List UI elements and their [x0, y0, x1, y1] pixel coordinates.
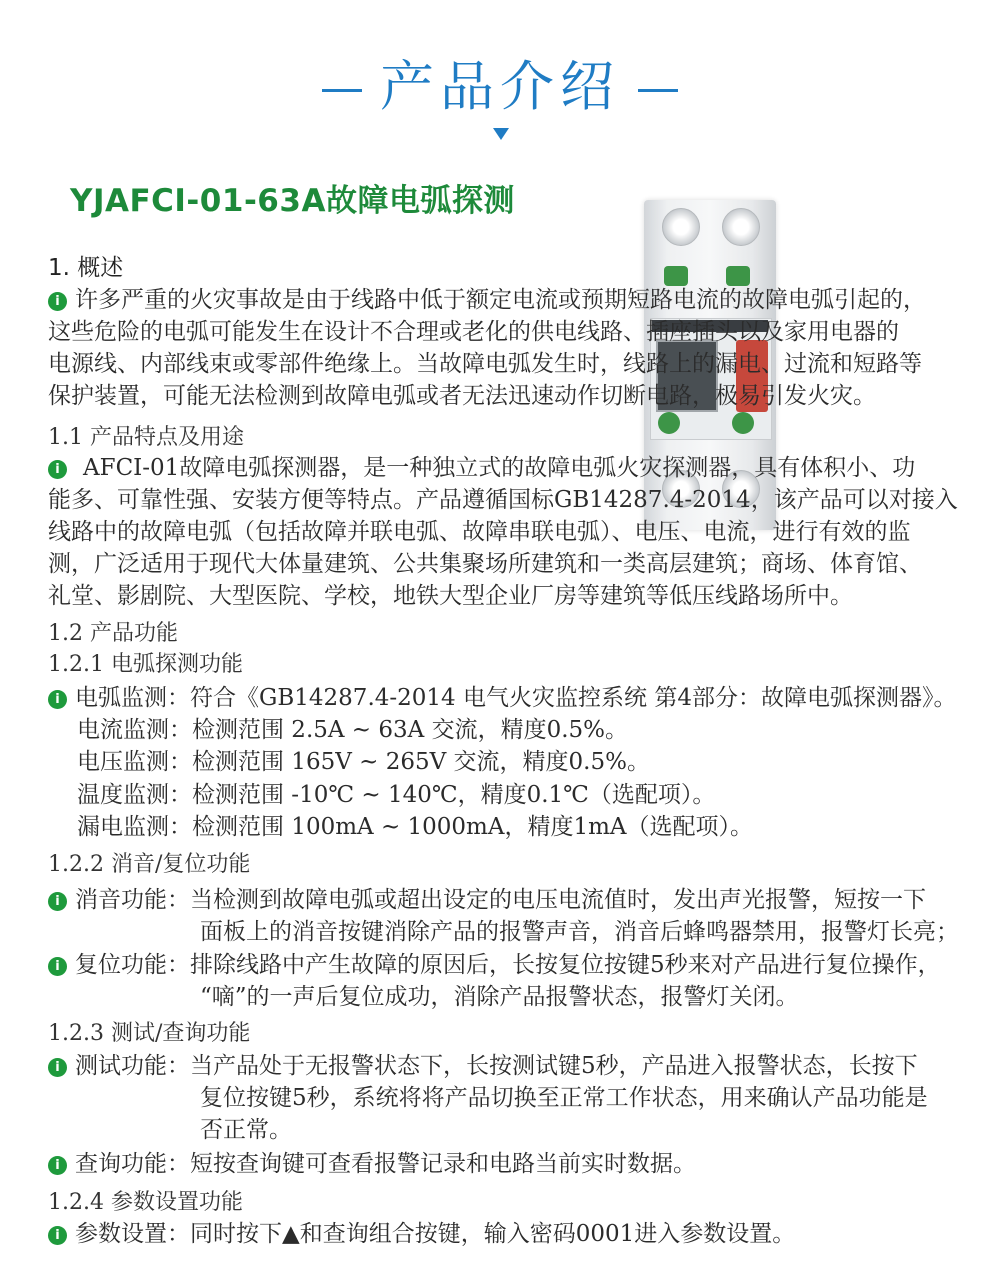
- item-label: 漏电监测：: [77, 814, 192, 840]
- item-text: 排除线路中产生故障的原因后，长按复位按键5秒来对产品进行复位操作，: [190, 952, 941, 978]
- item-text: 面板上的消音按键消除产品的报警声音，消音后蜂鸣器禁用，报警灯长亮；: [200, 919, 959, 945]
- item-label: 参数设置：: [75, 1221, 190, 1247]
- paragraph-line: 保护装置，可能无法检测到故障电弧或者无法迅速动作切断电路，极易引发火灾。: [48, 383, 876, 409]
- info-icon: i: [48, 460, 67, 479]
- wire-clip: [664, 266, 688, 286]
- info-icon: i: [48, 1156, 67, 1175]
- item-text: 检测范围 -10℃ ~ 140℃，精度0.1℃（选配项）。: [192, 782, 716, 808]
- item-label: 电流监测：: [77, 717, 192, 743]
- header-title: 产品介绍: [380, 55, 620, 118]
- item-text: 检测范围 100mA ~ 1000mA，精度1mA（选配项）。: [192, 814, 754, 840]
- section-heading: 1.2.2 消音/复位功能: [48, 852, 251, 877]
- paragraph-line: [48, 284, 926, 316]
- section-heading: 1.2.1 电弧探测功能: [48, 652, 243, 677]
- item-text: 检测范围 165V ~ 265V 交流，精度0.5%。: [192, 749, 650, 775]
- list-item: [48, 1218, 795, 1250]
- info-icon: i: [48, 292, 67, 311]
- section-heading: 1.2.3 测试/查询功能: [48, 1021, 251, 1046]
- section-heading: 1.2 产品功能: [48, 621, 178, 646]
- item-label: 测试功能：: [75, 1053, 190, 1079]
- paragraph-line: 礼堂、影剧院、大型医院、学校，地铁大型企业厂房等建筑等低压线路场所中。: [48, 583, 853, 609]
- item-text: 短按查询键可查看报警记录和电路当前实时数据。: [190, 1151, 696, 1177]
- device-reset-button: [658, 412, 680, 434]
- item-label: 电弧监测：: [75, 685, 190, 711]
- item-text: 检测范围 2.5A ~ 63A 交流，精度0.5%。: [192, 717, 629, 743]
- product-title: YJAFCI-01-63A故障电弧探测: [70, 183, 515, 219]
- header-dash-right: [638, 89, 678, 92]
- item-label: 电压监测：: [77, 749, 192, 775]
- terminal-screw: [662, 208, 700, 246]
- list-item: [77, 779, 715, 811]
- paragraph-text: AFCI-01故障电弧探测器，是一种独立式的故障电弧火灾探测器，具有体积小、功: [83, 455, 916, 481]
- paragraph-line: 测，广泛适用于现代大体量建筑、公共集聚场所建筑和一类高层建筑；商场、体育馆、: [48, 551, 922, 577]
- page-header: [0, 50, 1000, 124]
- paragraph-line: [48, 452, 915, 484]
- info-icon: i: [48, 1226, 67, 1245]
- list-item: [48, 949, 941, 981]
- item-label: 查询功能：: [75, 1151, 190, 1177]
- paragraph-line: 能多、可靠性强、安装方便等特点。产品遵循国标GB14287.4-2014，该产品可以对接入: [48, 487, 958, 513]
- item-text: 复位按键5秒，系统将将产品切换至正常工作状态，用来确认产品功能是: [200, 1085, 928, 1111]
- item-label: 复位功能：: [75, 952, 190, 978]
- item-text: 同时按下▲和查询组合按键，输入密码0001进入参数设置。: [190, 1221, 796, 1247]
- section-heading: 1.2.4 参数设置功能: [48, 1190, 243, 1215]
- item-label: 温度监测：: [77, 782, 192, 808]
- paragraph-line: 线路中的故障电弧（包括故障并联电弧、故障串联电弧）、电压、电流，进行有效的监: [48, 519, 911, 545]
- list-item: [77, 811, 753, 843]
- header-dash-left: [322, 89, 362, 92]
- item-text: 符合《GB14287.4-2014 电气火灾监控系统 第4部分：故障电弧探测器》。: [190, 685, 957, 711]
- item-text: 当产品处于无报警状态下，长按测试键5秒，产品进入报警状态，长按下: [190, 1053, 918, 1079]
- list-item: [77, 714, 628, 746]
- info-icon: i: [48, 1058, 67, 1077]
- device-test-button: [732, 412, 754, 434]
- paragraph-line: 电源线、内部线束或零部件绝缘上。当故障电弧发生时，线路上的漏电、过流和短路等: [48, 351, 922, 377]
- item-text: 否正常。: [200, 1117, 292, 1143]
- list-item: [48, 1050, 918, 1082]
- item-text: “嘀”的一声后复位成功，消除产品报警状态，报警灯关闭。: [200, 984, 799, 1010]
- item-label: 消音功能：: [75, 887, 190, 913]
- section-heading: 1.1 产品特点及用途: [48, 425, 244, 450]
- paragraph-line: 这些危险的电弧可能发生在设计不合理或老化的供电线路、插座插头以及家用电器的: [48, 319, 899, 345]
- list-item: [77, 746, 650, 778]
- paragraph-text: 许多严重的火灾事故是由于线路中低于额定电流或预期短路电流的故障电弧引起的，: [75, 287, 926, 313]
- list-item: [48, 682, 956, 714]
- wire-clip: [726, 266, 750, 286]
- info-icon: i: [48, 957, 67, 976]
- terminal-screw: [722, 208, 760, 246]
- section-heading: 1. 概述: [48, 255, 124, 281]
- list-item: [48, 1148, 696, 1180]
- item-text: 当检测到故障电弧或超出设定的电压电流值时，发出声光报警，短按一下: [190, 887, 926, 913]
- info-icon: i: [48, 892, 67, 911]
- list-item: [48, 884, 926, 916]
- caret-down-icon: [493, 128, 509, 140]
- info-icon: i: [48, 690, 67, 709]
